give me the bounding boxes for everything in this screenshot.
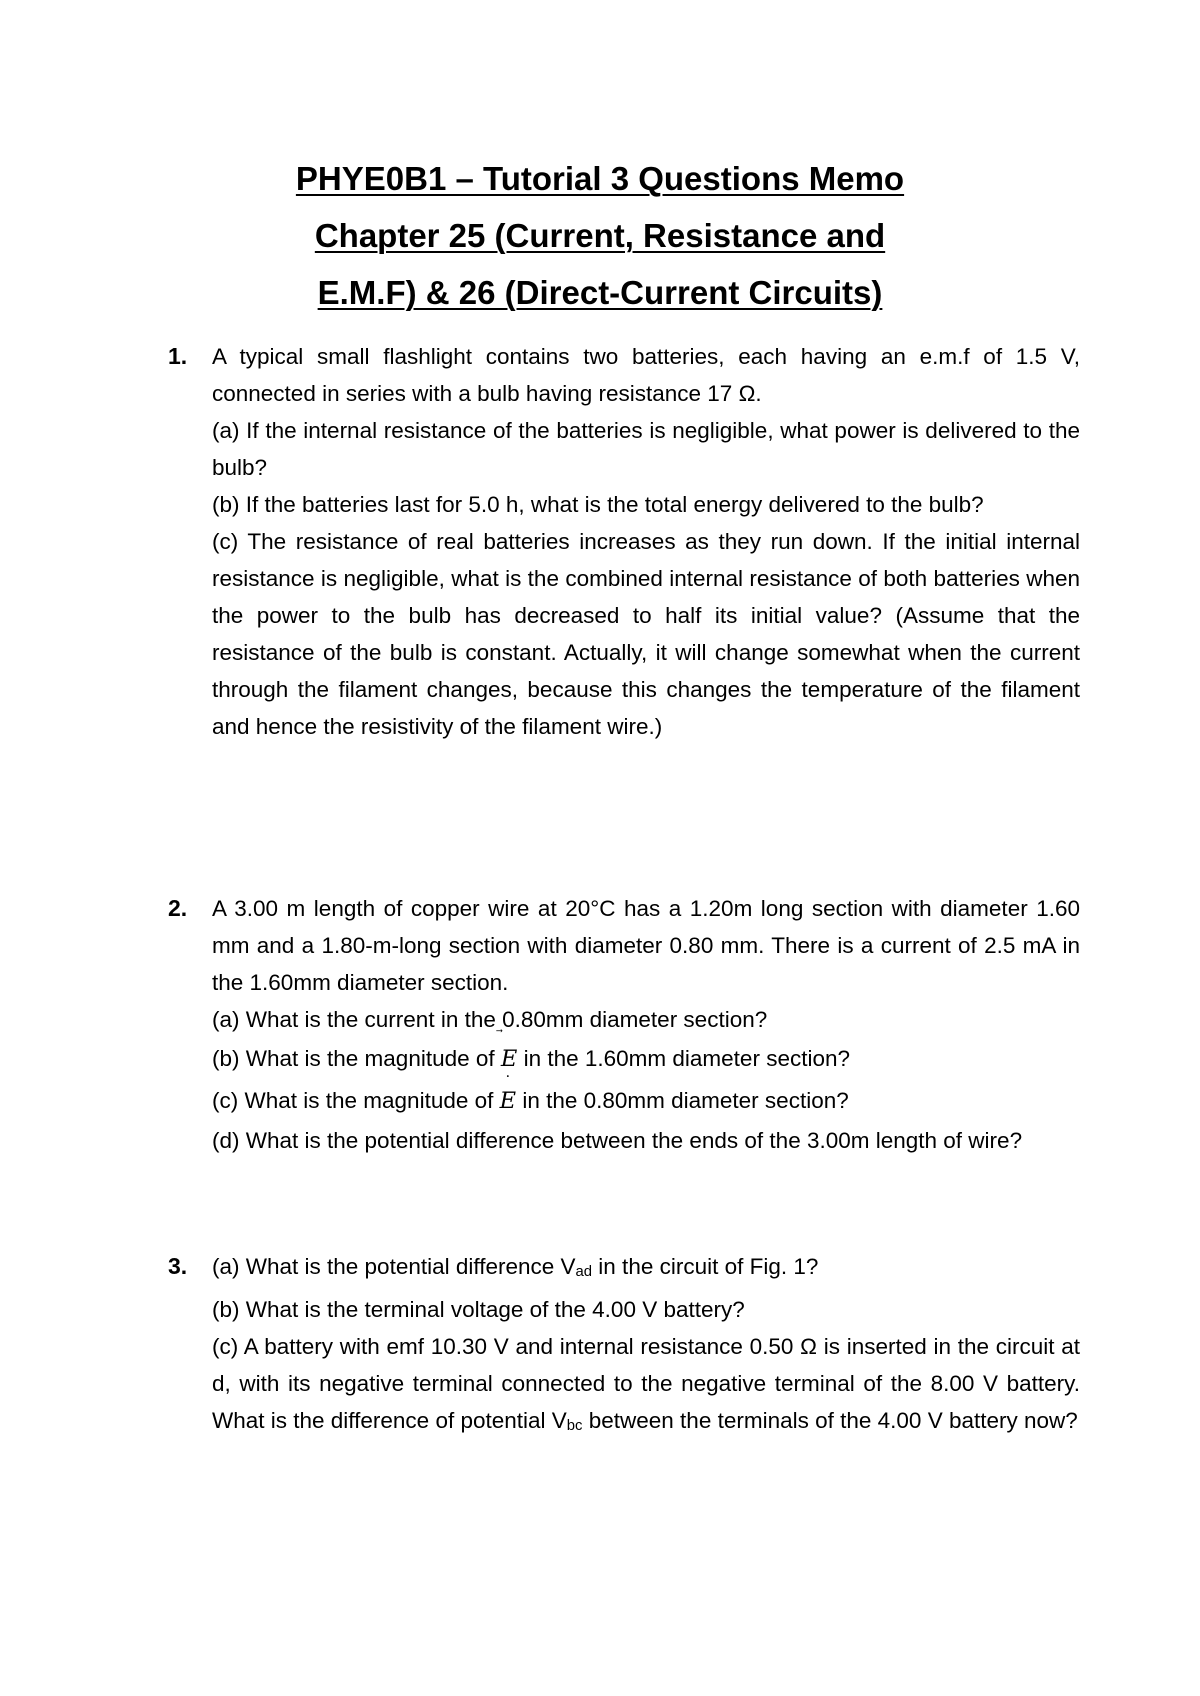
question-3-part-c-pre: (c) A battery with emf 10.30 V and internal resistance 0.50 Ω is inserted in the circuit at d, with its negative terminal connected to the negative terminal of the 8.00 V battery. What is the difference of potential V (212, 1334, 1080, 1434)
question-2-part-c (212, 1069, 1080, 1122)
title-line-1: PHYE0B1 – Tutorial 3 Questions Memo (295, 160, 905, 197)
question-1-number: 1. (168, 343, 188, 369)
question-1-intro: A typical small flashlight contains two batteries, each having an e.m.f of 1.5 V, connected in series with a bulb having resistance 17 Ω. (212, 344, 1080, 406)
question-2-part-a: (a) What is the current in the 0.80mm diameter section? (212, 1007, 768, 1032)
dot-accent-icon: · (505, 1069, 511, 1085)
question-2-part-b-post: in the 1.60mm diameter section? (517, 1046, 850, 1071)
question-3-part-b: (b) What is the terminal voltage of the 4.00 V battery? (212, 1297, 745, 1323)
question-3-part-a-pre: (a) What is the potential difference V (212, 1254, 576, 1279)
question-2-part-b (212, 1038, 1080, 1080)
question-1-part-b: (b) If the batteries last for 5.0 h, what is the total energy delivered to the bulb? (212, 492, 984, 517)
question-3-number: 3. (168, 1253, 188, 1279)
question-1-part-c: (c) The resistance of real batteries increases as they run down. If the initial internal resistance is negligible, what is the combined internal resistance of both batteries when the power to the bulb has decreased to half its initial value? (Assume that the resistance of the bulb is constant. Actually, it will change somewhat when the current through the filament changes, because this changes the temperature of the filament and hence the resistivity of the filament wire.) (212, 529, 1080, 739)
document-title (0, 150, 1200, 321)
question-2-part-c-post: in the 0.80mm diameter section? (516, 1088, 849, 1113)
question-2-part-b-pre: (b) What is the magnitude of (212, 1046, 501, 1071)
question-3-body (212, 1248, 1080, 1445)
question-1-body (212, 338, 1080, 745)
question-3-part-c (212, 1328, 1080, 1445)
question-2-part-d: (d) What is the potential difference between the ends of the 3.00m length of wire? (212, 1128, 1023, 1153)
electric-field-symbol-2: E (499, 1088, 517, 1114)
question-3-part-c-subscript: bc (566, 1418, 583, 1435)
question-3-part-c-post: between the terminals of the 4.00 V battery now? (582, 1408, 1078, 1434)
question-1-part-a: (a) If the internal resistance of the batteries is negligible, what power is delivered to the bulb? (212, 418, 1080, 480)
electric-field-symbol: E (500, 1046, 518, 1072)
question-2-number: 2. (168, 895, 188, 921)
question-2-part-c-pre: (c) What is the magnitude of (212, 1088, 500, 1113)
title-line-2: Chapter 25 (Current, Resistance and (314, 217, 886, 254)
title-line-3: E.M.F) & 26 (Direct-Current Circuits) (317, 274, 883, 311)
question-3-part-a (212, 1248, 1080, 1291)
question-3-part-a-post: in the circuit of Fig. 1? (592, 1254, 819, 1279)
question-3-part-a-subscript: ad (575, 1264, 593, 1281)
question-2-body (212, 890, 1080, 1159)
question-2-intro: A 3.00 m length of copper wire at 20°C has a 1.20m long section with diameter 1.60 mm and a 1.80-m-long section with diameter 0.80 mm. There is a current of 2.5 mA in the 1.60mm diameter section. (212, 896, 1080, 995)
electric-field-dot-symbol (499, 1069, 517, 1122)
